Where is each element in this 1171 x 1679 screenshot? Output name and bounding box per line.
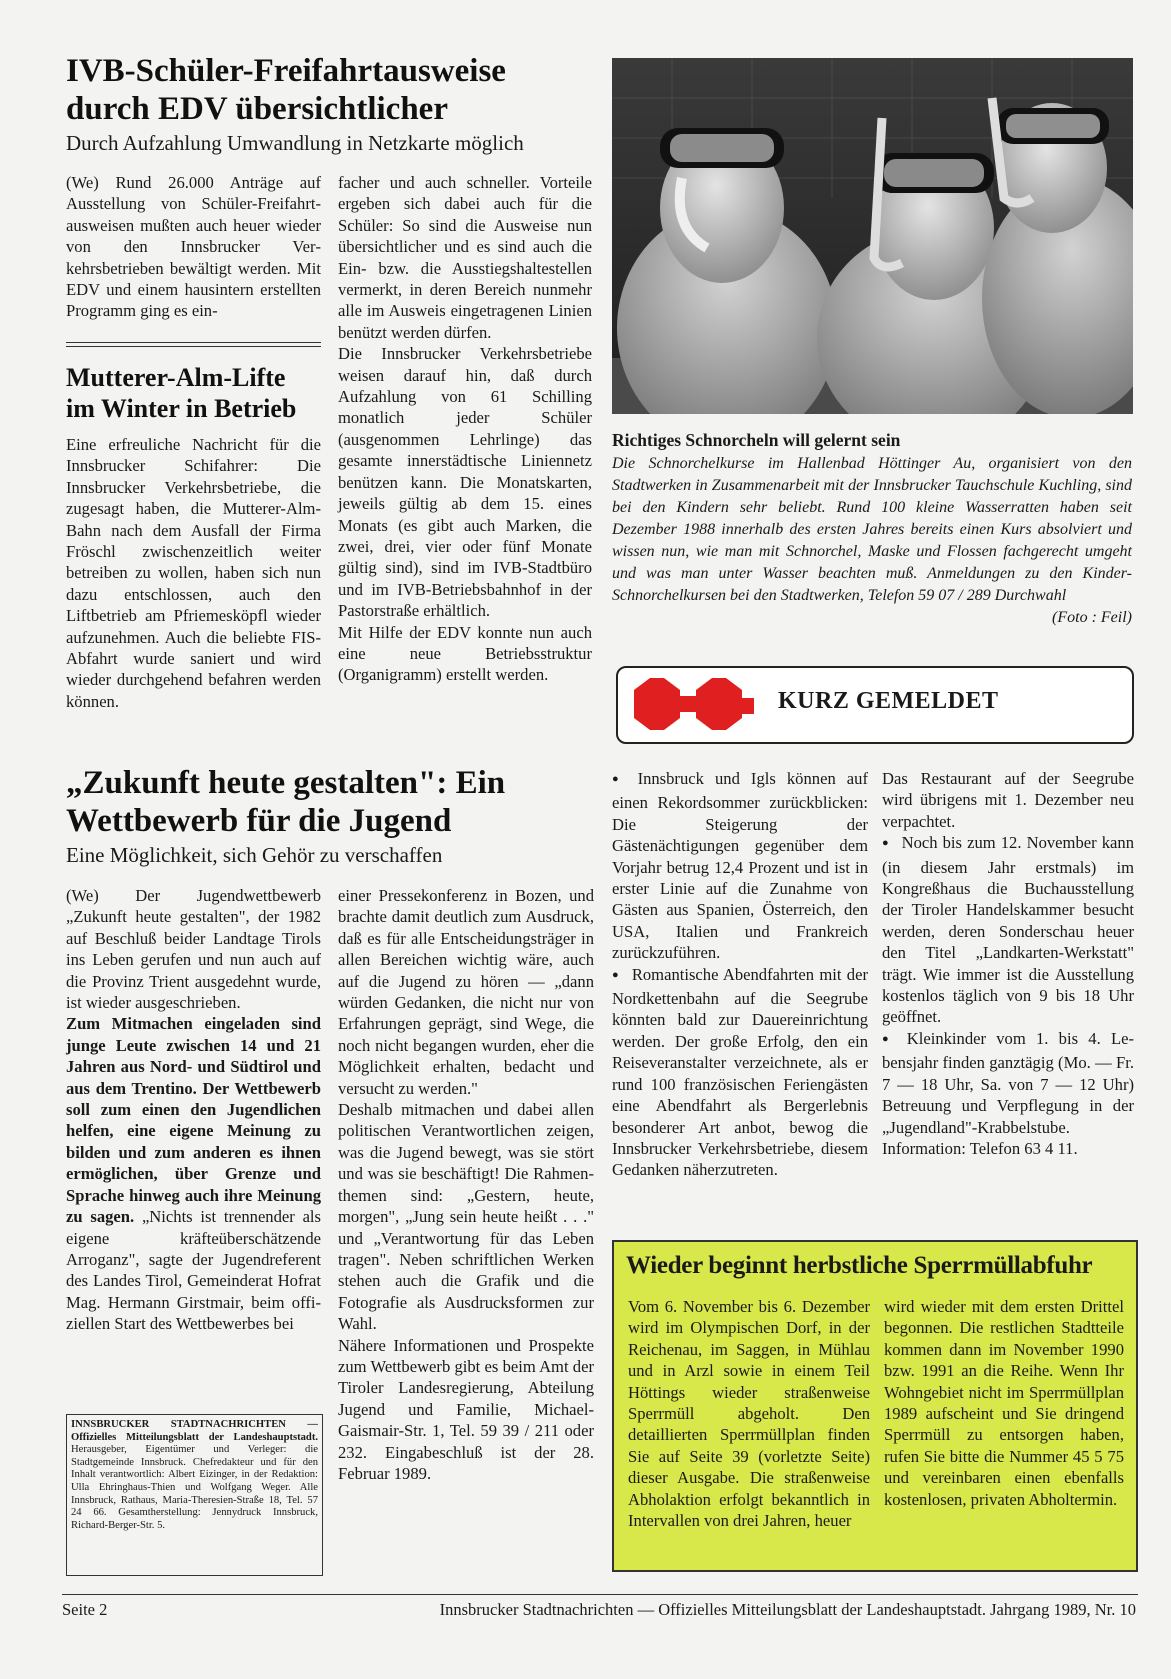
photo-caption [612, 453, 1132, 626]
photo-snorkel-kids [612, 58, 1133, 414]
photo-caption-title: Richtiges Schnorcheln will gelernt sein [612, 430, 901, 450]
zukunft-col2-p1: einer Pressekonferenz in Bozen, und brachte damit deutlich zum Ausdruck, daß es für alle Entscheidungsträger in allen Bereichen wichtig wäre, auch auf die Jugend zu hören — „dann würden Gedanken, die nicht nur von Erfahrungen geprägt, sind Wege, die noch nicht begangen wurden, eher die Möglichkeit erhalten, bedacht und versucht zu werden." [338, 886, 594, 1098]
headline-mutterer-line2: im Winter in Betrieb [66, 394, 297, 423]
kurz-item-abendfahrten: ● Romantische Abendfahrten mit der Nordkettenbahn auf die Seegrube könnten bald zur Dauereinrichtung werden. Der große Erfolg, den ein Reiseveranstalter verzeichnete, als er rund 100 französischen Feriengästen eine Abendfahrt als Bergerlebnis besonderer Art anbot, bewog die Innsbrucker Verkehrsbetriebe, diesem Gedanken näherzutreten. [612, 964, 868, 1181]
city-logo-icon [630, 674, 758, 734]
headline-zukunft-line2: Wettbewerb für die Jugend [66, 803, 452, 839]
ivb-col2-p1: facher und auch schneller. Vorteile ergeben sich dabei auch für die Schüler: So sind die Ausweise nun übersichtlicher und es sind auch die Ein- bzw. die Ausstiegshaltestellen vermerkt, in deren Bereich nunmehr alle im Ausweis eingetragenen Linien benützt werden dürfen. [338, 173, 592, 342]
subtitle-ivb: Durch Aufzahlung Umwandlung in Netzkarte möglich [66, 131, 524, 155]
mutterer-body: Eine erfreuliche Nachricht für die Innsbrucker Schifahrer: Die Innsbrucker Verkehrsbetriebe, die zugesagt haben, die Mutterer-Alm-Bahn nach dem Ausfall der Firma Fröschl zwischenzeitlich weiter betreiben zu wollen, haben sich nun dazu entschlossen, auch den Liftbetrieb am Pfriemesköpfl wieder aufzunehmen. Auch die beliebte FIS-Abfahrt wurde saniert und wird wieder durchgehend befahren werden können. [66, 435, 321, 711]
photo-caption-text: Die Schnorchelkurse im Hallenbad Höttinger Au, organisiert von den Stadtwerken in Zusammenarbeit mit der Innsbrucker Tauchschule Kuchling, sind bei den Kindern sehr beliebt. Rund 100 kleine Wasserratten haben seit Dezember 1988 innerhalb des ersten Jahres bereits einen Kurs absolviert und wissen nun, wie man mit Schnorchel, Maske und Flossen fachgerecht umgeht und was man unter Wasser beachten muß. Anmeldungen zu den Kinder-Schnorchelkursen bei den Stadtwerken, Telefon 59 07 / 289 Durchwahl [612, 455, 1132, 604]
ivb-col2-p2: Die Innsbrucker Verkehrsbetriebe weisen darauf hin, daß durch Aufzahlung von 61 Schilling monatlich jeder Schüler (ausgenommen Lehrlinge) das gesamte innerstädtische Liniennetz benützen kann. Die Monatskarten, jeweils gültig ab dem 15. eines Monats (es gibt auch Marken, die zwei, drei, vier oder fünf Monate gültig sind), sind im IVB-Stadtbüro und im IVB-Betriebsbahnhof in der Pastorstraße erhältlich. [338, 344, 592, 621]
sperrmuell-col2 [884, 1296, 1124, 1510]
headline-mutterer [66, 362, 321, 424]
article-ivb [66, 52, 606, 156]
zukunft-col1-bold: Zum Mitmachen eingeladen sind junge Leute zwischen 14 und 21 Jahren aus Nord- und Südtirol und aus dem Trentino. Der Wettbewerb soll zum einen den Jugendlichen helfen, eine eigene Meinung zu bilden und zum anderen es ihnen ermöglichen, über Grenze und Sprache hinweg auch ihre Meinung zu sagen. [66, 1014, 321, 1227]
subtitle-zukunft: Eine Möglichkeit, sich Gehör zu verschaffen [66, 843, 443, 867]
photo-credit: (Foto : Feil) [1052, 609, 1132, 626]
footer-rule [62, 1594, 1138, 1595]
zukunft-col1-p2 [66, 1013, 321, 1334]
zukunft-col1-p1: (We) Der Jugendwettbewerb „Zukunft heute gestalten", der 1982 auf Beschluß beider Landtage Tirols ins Leben gerufen und nun auch auf die Provinz Trient ausgedehnt wurde, ist wieder ausgeschrieben. [66, 886, 321, 1013]
kurz-gemeldet-banner [616, 666, 1134, 744]
article-mutterer [66, 362, 321, 712]
article-ivb-col1 [66, 172, 321, 322]
ivb-col1-text: (We) Rund 26.000 Anträge auf Ausstellung von Schüler-Freifahrtausweisen mußten auch heuer wieder von den Innsbrucker Verkehrsbetrieben bewältigt werden. Mit EDV und einem hausintern erstellten Programm ging es ein- [66, 173, 321, 321]
sperrmuell-box [612, 1240, 1138, 1572]
footer-page-number: Seite 2 [62, 1600, 108, 1619]
kurz-gemeldet-label: KURZ GEMELDET [778, 688, 999, 714]
article-zukunft [66, 764, 606, 868]
zukunft-col1-rest: „Nichts ist trennender als eigene kräfteüberschätzende Arroganz", sagte der Jugendreferent des Landes Tirol, Gemeinderat Hofrat Mag. Hermann Girstmair, beim offiziellen Start des Wettbewerbes bei [66, 1207, 321, 1334]
zukunft-col2-p3: Nähere Informationen und Prospekte zum Wettbewerb gibt es beim Amt der Tiroler Landesregierung, Abteilung Jugend und Familie, Michael-Gaismair-Str. 1, Tel. 59 39 / 211 oder 232. Eingabeschluß ist der 28. Februar 1989. [338, 1335, 594, 1483]
sperrmuell-col2-text: wird wieder mit dem ersten Drittel begonnen. Die restlichen Stadtteile kommen dann im November 1990 bzw. 1991 an die Reihe. Wenn Ihr Wohngebiet nicht im Sperrmüllplan 1989 aufscheint und Sie dringend Sperrmüll zu entsorgen haben, rufen Sie bitte die Nummer 45 5 75 und vereinbaren einen ebenfalls kostenlosen, privaten Abholtermin. [884, 1297, 1124, 1509]
headline-zukunft [66, 764, 606, 840]
sperrmuell-title: Wieder beginnt herbstliche Sperrmüllabfuhr [626, 1252, 1093, 1279]
headline-ivb-line1: IVB-Schüler-Freifahrtausweise [66, 53, 506, 89]
sperrmuell-col1-text: Vom 6. November bis 6. Dezember wird im Olympischen Dorf, in der Reichenau, im Saggen, in Mühlau und in Arzl sowie in einem Teil Höttings wieder straßenweise Sperrmüll abgeholt. Den detaillierten Sperrmüllplan finden Sie auf Seite 39 (vorletzte Seite) dieser Ausgabe. Die straßenweise Abholaktion erfolgt bekanntlich in Intervallen von drei Jahren, heuer [628, 1297, 870, 1531]
kurz-col1 [612, 768, 868, 1181]
headline-mutterer-line1: Mutterer-Alm-Lifte [66, 363, 286, 392]
kurz-item-rekordsommer: ● Innsbruck und Igls können auf einen Rekordsommer zurückblicken: Die Steigerung der Gästenächtigungen gegenüber dem Vorjahr betrug 12,4 Prozent und ist in erster Linie auf die Zunahme von Gästen aus Spanien, Österreich, den USA, Italien und Frankreich zurückzuführen. [612, 768, 868, 964]
zukunft-col2-p2: Deshalb mitmachen und dabei allen politischen Verantwortlichen zeigen, was die Jugend bewegt, was sie stört und was sie beschäftigt! Die Rahmenthemen sind: „Gestern, heute, morgen", „Jung sein heute heißt . . ." und „Verantwortung für das Leben tragen". Neben schriftlichen Werken stehen auch die Grafik und die Fotografie als Ausdrucksformen zur Wahl. [338, 1100, 594, 1334]
kurz-item-restaurant: Das Restaurant auf der Seegrube wird übrigens mit 1. Dezember neu verpachtet. [882, 769, 1134, 831]
headline-ivb-line2: durch EDV übersichtlicher [66, 91, 448, 127]
ivb-col2-p3: Mit Hilfe der EDV konnte nun auch eine neue Betriebsstruktur (Organigramm) erstellt werden. [338, 622, 592, 685]
article-ivb-col2 [338, 172, 592, 686]
sperrmuell-col1 [628, 1296, 870, 1531]
footer-masthead: Innsbrucker Stadtnachrichten — Offizielles Mitteilungsblatt der Landeshauptstadt. Jahrgang 1989, Nr. 10 [439, 1600, 1136, 1619]
kurz-col2 [882, 768, 1134, 1159]
zukunft-col1 [66, 885, 321, 1335]
photo-illustration [612, 58, 1133, 414]
imprint-text: Herausgeber, Eigentümer und Verleger: die Stadtgemeinde Innsbruck. Chefredakteur und für den Inhalt verantwortlich: Albert Eizinger, in der Redaktion: Ulla Ehringhaus-Thien und Wolfgang Weger. Alle Innsbruck, Rathaus, Maria-Theresien-Straße 18, Tel. 57 24 66. Gesamtherstellung: Jennydruck Innsbruck, Richard-Berger-Str. 5. [71, 1444, 318, 1531]
zukunft-col2 [338, 885, 594, 1484]
kurz-item-buchausstellung: ● Noch bis zum 12. November kann (in diesem Jahr erstmals) im Kongreßhaus die Buchausstellung der Tiroler Handelskammer besucht werden, deren Sonderschau heuer den Titel „Landkarten-Werkstatt" trägt. Wie immer ist die Ausstellung kostenlos täglich von 9 bis 18 Uhr geöffnet. [882, 832, 1134, 1028]
headline-zukunft-line1: „Zukunft heute gestalten": Ein [66, 765, 506, 801]
imprint-head: INNSBRUCKER STADTNACHRICHTEN — Offizielles Mitteilungsblatt der Landeshauptstadt. [71, 1419, 318, 1443]
imprint-box [66, 1414, 323, 1576]
headline-ivb [66, 52, 606, 128]
photo-caption-block [612, 430, 1132, 629]
kurz-item-kleinkinder: ● Kleinkinder vom 1. bis 4. Lebensjahr finden ganztägig (Mo. — Fr. 7 — 18 Uhr, Sa. von 7 — 12 Uhr) Betreuung und Verpflegung in der „Jugendland"-Krabbelstube. Information: Telefon 63 4 11. [882, 1028, 1134, 1159]
double-rule [66, 342, 321, 347]
